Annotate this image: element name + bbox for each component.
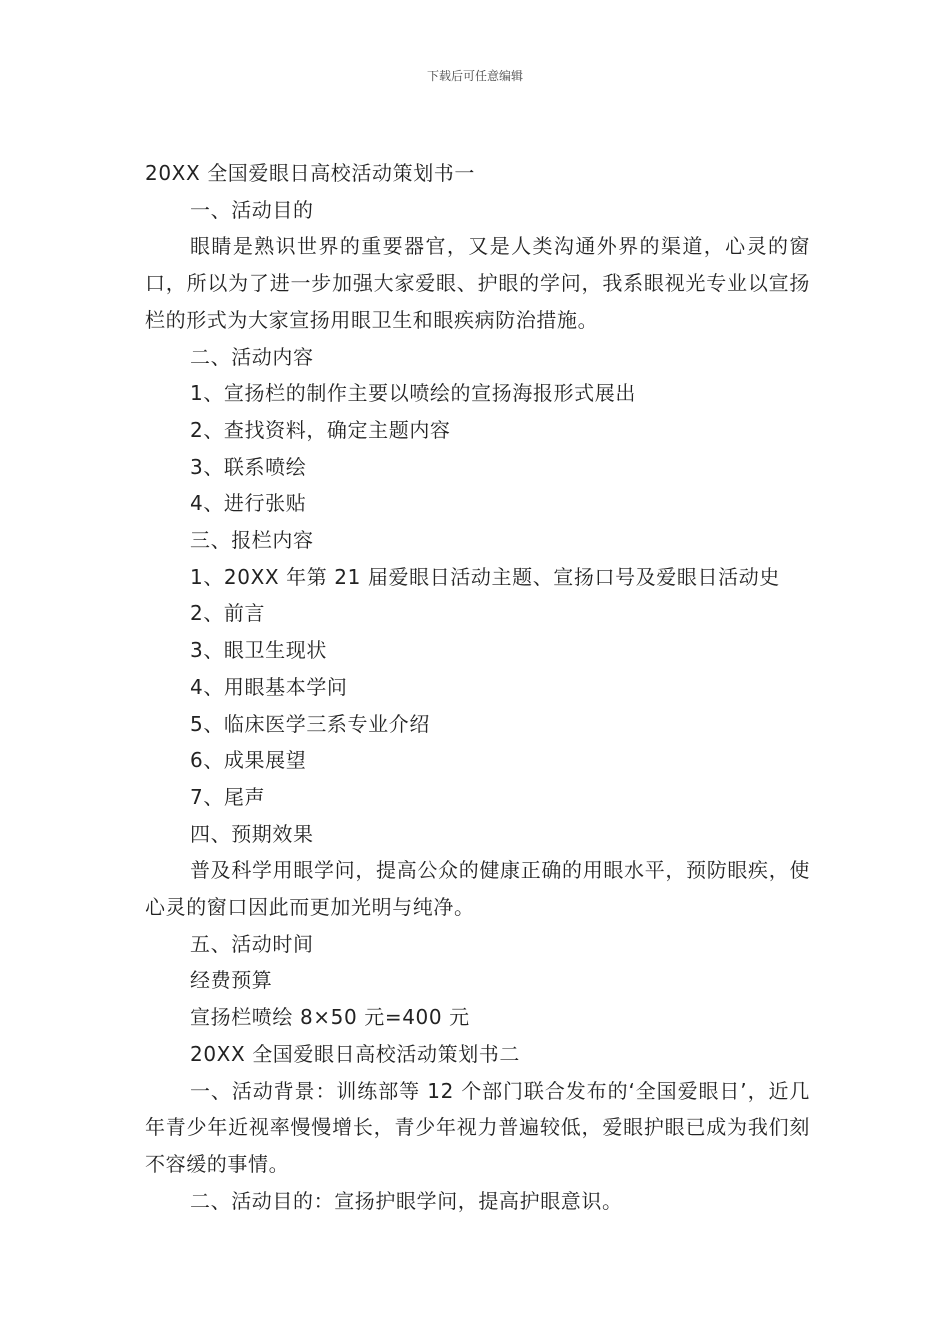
content-item: 1、宣扬栏的制作主要以喷绘的宣扬海报形式展出 xyxy=(190,381,636,406)
effect-paragraph: 普及科学用眼学问，提高公众的健康正确的用眼水平，预防眼疾，使心灵的窗口因此而更加光明与纯净。 xyxy=(145,858,810,920)
board-item: 5、临床医学三系专业介绍 xyxy=(190,711,430,736)
section-heading-time: 五、活动时间 xyxy=(190,931,314,956)
board-item: 2、前言 xyxy=(190,601,266,626)
content-item: 2、查找资料，确定主题内容 xyxy=(190,417,451,442)
section-heading-purpose: 一、活动目的 xyxy=(190,197,314,222)
budget-line: 宣扬栏喷绘 8×50 元=400 元 xyxy=(190,1005,470,1030)
board-item: 7、尾声 xyxy=(190,784,266,809)
content-item: 3、联系喷绘 xyxy=(190,454,307,479)
section-heading-board: 三、报栏内容 xyxy=(190,528,314,553)
document-body xyxy=(145,155,810,1219)
board-item: 4、用眼基本学问 xyxy=(190,674,348,699)
content-item: 4、进行张贴 xyxy=(190,491,307,516)
purpose-line-2: 二、活动目的：宣扬护眼学问，提高护眼意识。 xyxy=(190,1188,623,1213)
doc-title-1: 20XX 全国爱眼日高校活动策划书一 xyxy=(145,161,476,185)
budget-heading: 经费预算 xyxy=(190,968,273,993)
background-paragraph: 一、活动背景：训练部等 12 个部门联合发布的‘全国爱眼日’，近几年青少年近视率慢慢增长，青少年视力普遍较低，爱眼护眼已成为我们刻不容缓的事情。 xyxy=(145,1078,810,1176)
doc-title-2: 20XX 全国爱眼日高校活动策划书二 xyxy=(190,1041,521,1066)
board-item: 6、成果展望 xyxy=(190,748,307,773)
purpose-paragraph: 眼睛是熟识世界的重要器官，又是人类沟通外界的渠道，心灵的窗口，所以为了进一步加强大家爱眼、护眼的学问，我系眼视光专业以宣扬栏的形式为大家宣扬用眼卫生和眼疾病防治措施。 xyxy=(145,234,810,332)
section-heading-content: 二、活动内容 xyxy=(190,344,314,369)
board-item: 1、20XX 年第 21 届爱眼日活动主题、宣扬口号及爱眼日活动史 xyxy=(190,564,780,589)
section-heading-effect: 四、预期效果 xyxy=(190,821,314,846)
board-item: 3、眼卫生现状 xyxy=(190,638,327,663)
page-header: 下载后可任意编辑 xyxy=(426,69,523,83)
